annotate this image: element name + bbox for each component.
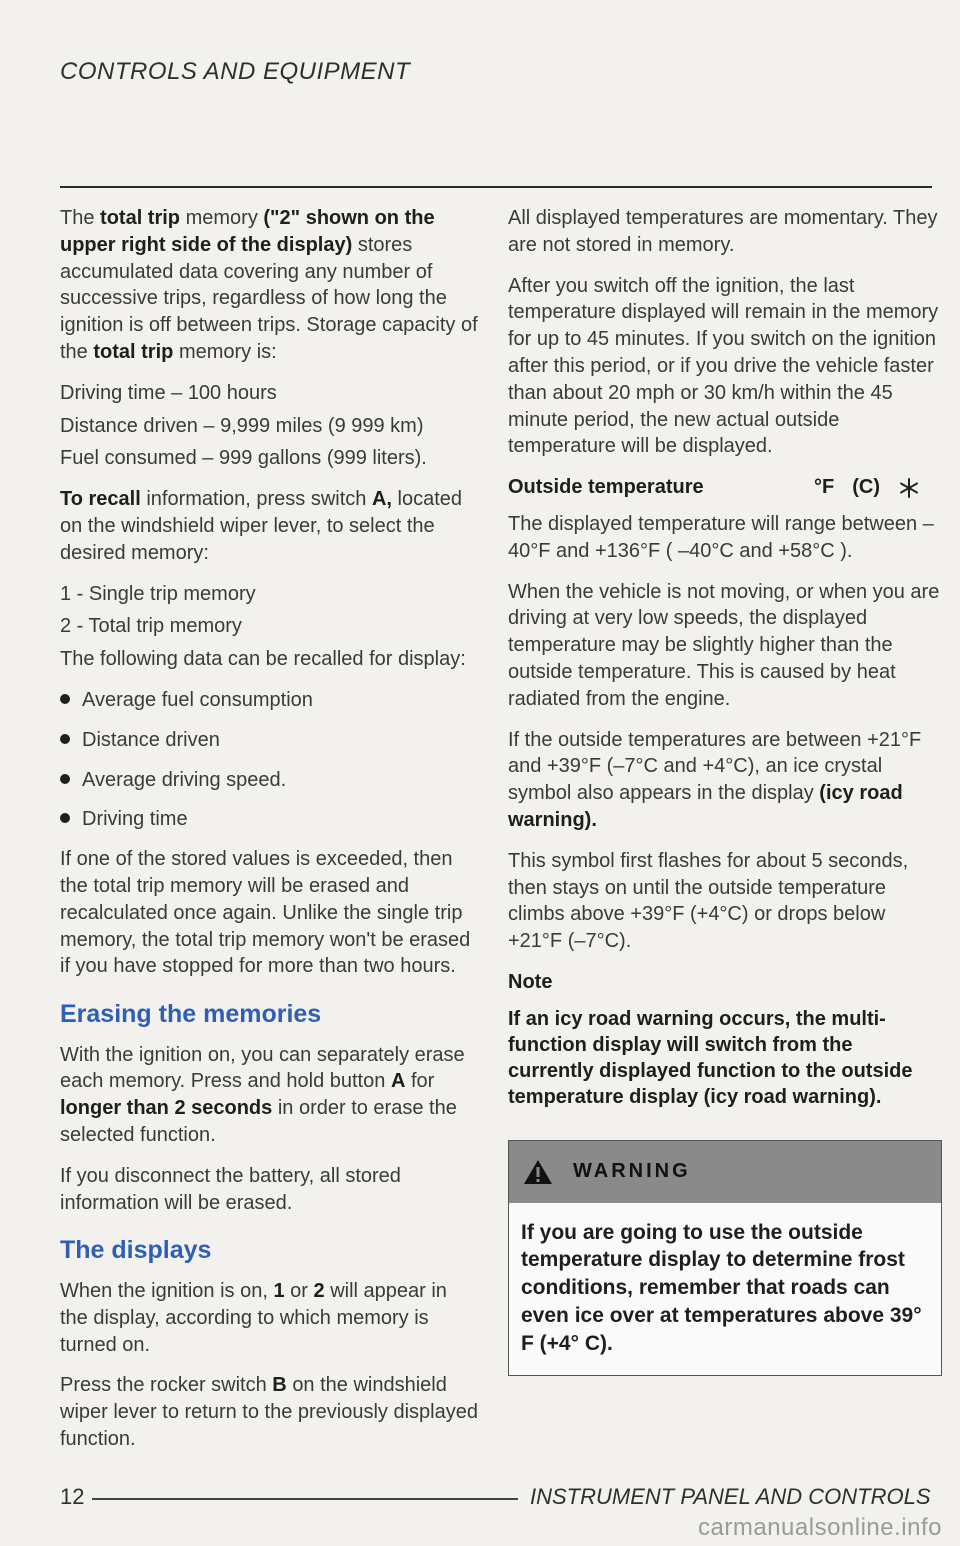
text: With the ignition on, you can separately erase each memory. Press and hold button [60,1043,465,1093]
header-rule [60,186,932,188]
capacity-time: Driving time – 100 hours [60,381,277,404]
capacity-fuel: Fuel consumed – 999 gallons (999 liters). [60,447,427,470]
bold-text: total trip [93,340,174,363]
exceed-paragraph: If one of the stored values is exceeded, then the total trip memory will be erased and recalculated once again. Unlike the single trip memory, the total trip memory won't be erased if you have stopped for more than two hours. [60,848,471,978]
erase-paragraph [60,1042,480,1149]
after-paragraph: After you switch off the ignition, the last temperature displayed will remain in the memory for up to 45 minutes. If you switch on the ignition after this period, or if you drive the vehicle faster than about 20 mph or 30 km/h within the 45 minute period, the new actual outside temperature will be displayed. [508,274,939,458]
list-item [60,806,480,833]
text: in order to erase the selected function. [60,1097,457,1147]
text: stores accumulated data covering any number of successive trips, regardless of how long the ignition is off between trips. Storage capacity of the [60,233,478,363]
text: information, press switch [146,488,367,511]
bold-text: 1 [273,1279,285,1302]
bold-text: B [272,1374,287,1397]
text: or [290,1279,308,1302]
bold-text: longer than 2 seconds [60,1097,273,1120]
right-column [508,205,940,1376]
note-heading [508,969,940,996]
momentary-paragraph: All displayed temperatures are momentary. They are not stored in memory. [508,207,938,256]
bold-text: (icy road warning). [508,782,903,831]
bullet-icon [60,694,70,704]
bold-text: To recall [60,488,141,511]
list-item-text: Driving time [82,808,188,831]
memory-option-1: 1 - Single trip memory [60,582,256,605]
memory-option-2: 2 - Total trip memory [60,615,242,638]
text: If the outside temperatures are between +21°F and +39°F (–7°C and +4°C), an ice crystal symbol also appears in the display [508,728,922,805]
erasing-heading: Erasing the memories [60,1000,322,1029]
watermark: carmanualsonline.info [698,1514,942,1541]
list-item-text: Distance driven [82,728,220,751]
text: The [60,207,95,229]
capacity-distance: Distance driven – 9,999 miles (9 999 km) [60,414,424,437]
warning-title: WARNING [573,1160,691,1183]
subheading-text: Note [508,970,553,993]
bold-text: 2 [313,1279,325,1302]
rocker-paragraph [60,1372,480,1452]
text: for [410,1070,435,1093]
text: memory is: [178,340,277,363]
text: located on the windshield wiper lever, to select the desired memory: [60,488,463,564]
warning-text: If you are going to use the outside temperature display to determine frost conditions, remember that roads can even ice over at temperatures above 39° F (+4° C). [521,1220,922,1355]
ice-crystal-icon [898,477,920,499]
text: When the ignition is on, [60,1279,268,1302]
subheading-text: Outside temperature [508,476,704,499]
warning-triangle-icon [523,1159,553,1185]
text: memory [185,207,258,229]
following-paragraph: The following data can be recalled for display: [60,648,466,671]
moving-paragraph: When the vehicle is not moving, or when you are driving at very low speeds, the displayed temperature may be slightly higher than the outside temperature. This is caused by heat radiated from the engine. [508,580,940,710]
bold-text: total trip [100,207,181,229]
list-item-text: Average driving speed. [82,768,287,791]
footer-rule [92,1498,518,1500]
unit-group [814,474,940,501]
bullet-icon [60,734,70,744]
unit-c: (C) [852,476,880,499]
range-paragraph: The displayed temperature will range between –40°F and +136°F ( –40°C and +58°C ). [508,512,934,562]
battery-paragraph: If you disconnect the battery, all stored information will be erased. [60,1164,401,1214]
text: will appear in the display, according to which memory is turned on. [60,1279,447,1356]
intro-paragraph [60,205,480,366]
ice-paragraph [508,727,940,834]
warning-header [509,1141,941,1203]
text: Press the rocker switch [60,1374,267,1397]
bullet-icon [60,774,70,784]
note-text: If an icy road warning occurs, the multi-function display will switch from the currently displayed function to the outside temperature display (icy road warning). [508,1007,913,1108]
list-item [60,767,480,794]
unit-f: °F [814,476,835,499]
recall-paragraph [60,486,480,566]
page-header: CONTROLS AND EQUIPMENT [60,58,411,85]
list-item [60,687,480,714]
flash-paragraph: This symbol first flashes for about 5 seconds, then stays on until the outside temperature climbs above +39°F (+4°C) or drops below +21°F (–7°C). [508,849,909,953]
page-number: 12 [60,1484,85,1509]
list-item-text: Average fuel consumption [82,688,313,711]
displays-paragraph [60,1278,480,1358]
footer-section-title: INSTRUMENT PANEL AND CONTROLS [530,1484,931,1509]
displays-heading: The displays [60,1236,212,1265]
list-item [60,727,480,754]
outside-temperature-heading [508,474,940,501]
left-column [60,205,480,1467]
bold-text: A, [371,488,392,511]
text: on the windshield wiper lever to return to the previously displayed function. [60,1374,478,1450]
bold-text: ("2" shown on the upper right side of the display) [60,207,435,256]
bold-text: A [390,1070,406,1093]
warning-box [508,1140,942,1377]
bullet-icon [60,813,70,823]
